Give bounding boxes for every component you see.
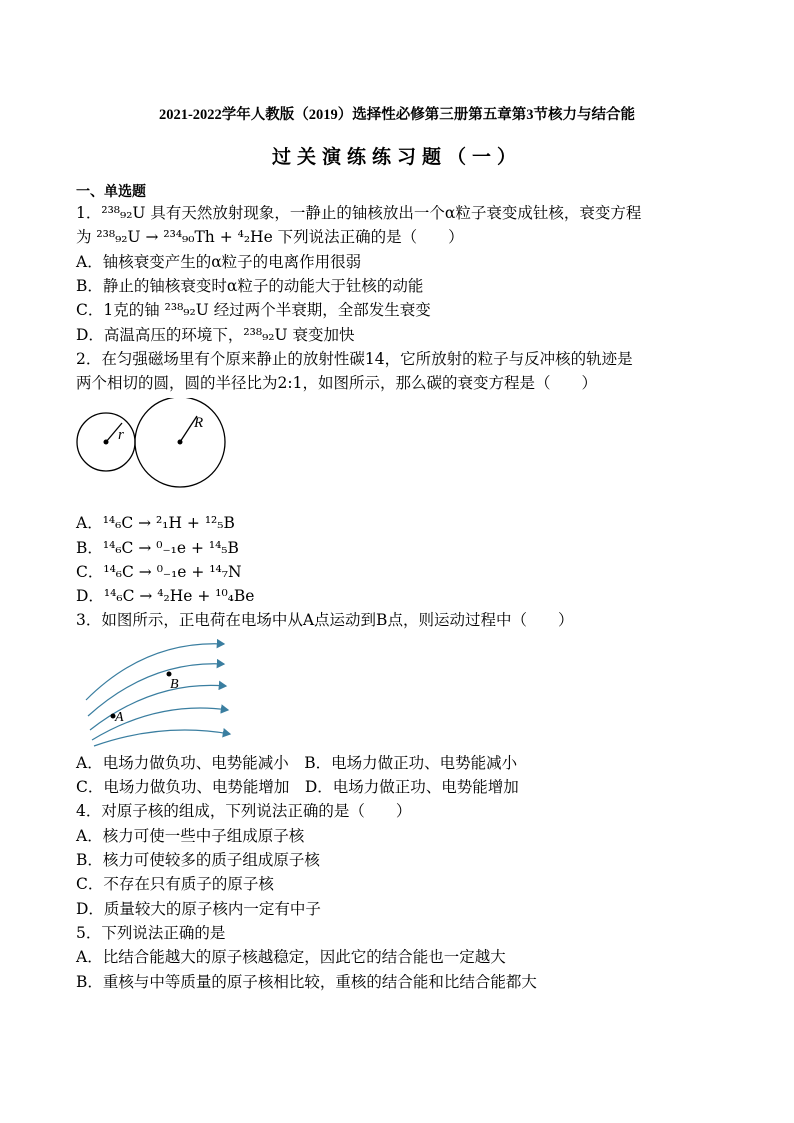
- document-title: 2021-2022学年人教版（2019）选择性必修第三册第五章第3节核力与结合能: [158, 107, 636, 123]
- q1-option-b: B．静止的铀核衰变时α粒子的动能大于钍核的动能: [76, 277, 424, 295]
- q2-option-a: A．¹⁴₆C → ²₁H + ¹²₅B: [76, 514, 235, 532]
- q1-option-d: D．高温高压的环境下，²³⁸₉₂U 衰变加快: [76, 326, 355, 344]
- q4-stem: 4．对原子核的组成，下列说法正确的是（ ）: [76, 802, 412, 820]
- q4-option-b: B．核力可使较多的质子组成原子核: [76, 851, 320, 869]
- field-line-4: [92, 708, 228, 740]
- q2-stem-line2: 两个相切的圆，圆的半径比为2:1，如图所示，那么碳的衰变方程是（ ）: [76, 374, 597, 392]
- tangent-circles-figure: [76, 398, 256, 493]
- point-a-label: A: [115, 710, 124, 725]
- q5-stem: 5．下列说法正确的是: [76, 924, 226, 942]
- q1-stem-line1: 1．²³⁸₉₂U 具有天然放射现象，一静止的铀核放出一个α粒子衰变成钍核，衰变方程: [76, 204, 642, 222]
- document-subtitle: 过关演练练习题（一）: [271, 146, 522, 168]
- q3-options-cd: C．电场力做负功、电势能增加 D．电场力做正功、电势能增加: [76, 778, 519, 796]
- q1-option-c: C．1克的铀 ²³⁸₉₂U 经过两个半衰期，全部发生衰变: [76, 301, 431, 319]
- large-center-dot: [178, 440, 183, 445]
- small-center-dot: [104, 440, 109, 445]
- point-b-label: B: [170, 677, 179, 692]
- q5-option-b: B．重核与中等质量的原子核相比较，重核的结合能和比结合能都大: [76, 973, 537, 991]
- field-lines: [86, 644, 230, 746]
- q2-option-d: D．¹⁴₆C → ⁴₂He + ¹⁰₄Be: [76, 587, 255, 605]
- q1-stem-line2: 为 ²³⁸₉₂U → ²³⁴₉₀Th + ⁴₂He 下列说法正确的是（ ）: [76, 228, 464, 246]
- q2-option-c: C．¹⁴₆C → ⁰₋₁e + ¹⁴₇N: [76, 563, 242, 581]
- q2-option-b: B．¹⁴₆C → ⁰₋₁e + ¹⁴₅B: [76, 539, 239, 557]
- section-heading: 一、单选题: [76, 184, 146, 200]
- q5-option-a: A．比结合能越大的原子核越稳定，因此它的结合能也一定越大: [76, 948, 506, 966]
- point-b-dot: [167, 672, 172, 677]
- q1-option-a: A．铀核衰变产生的α粒子的电离作用很弱: [76, 253, 362, 271]
- q4-option-c: C．不存在只有质子的原子核: [76, 875, 274, 893]
- q4-option-a: A．核力可使一些中子组成原子核: [76, 827, 305, 845]
- q4-option-d: D．质量较大的原子核内一定有中子: [76, 900, 321, 918]
- large-radius-label: R: [194, 415, 204, 431]
- small-radius-label: r: [118, 427, 124, 443]
- field-line-1: [86, 644, 224, 700]
- q2-stem-line1: 2．在匀强磁场里有个原来静止的放射性碳14，它所放射的粒子与反冲核的轨迹是: [76, 350, 633, 368]
- field-line-5: [94, 730, 230, 746]
- q3-options-ab: A．电场力做负功、电势能减小 B．电场力做正功、电势能减小: [76, 754, 518, 772]
- q3-stem: 3．如图所示，正电荷在电场中从A点运动到B点，则运动过程中（ ）: [76, 611, 574, 629]
- electric-field-figure: [84, 638, 244, 748]
